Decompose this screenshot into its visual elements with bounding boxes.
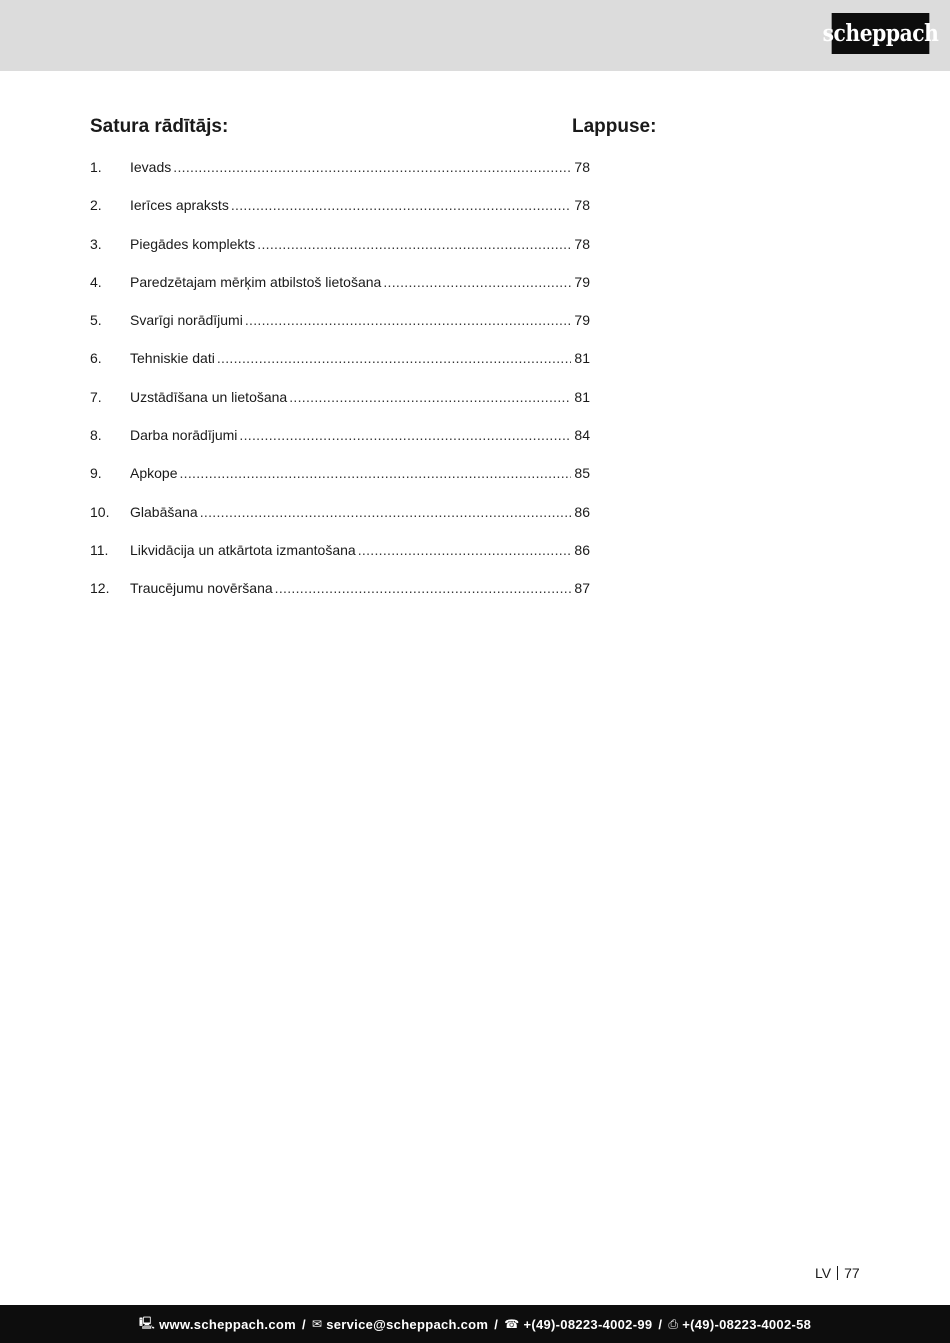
footer-website-link[interactable]: www.scheppach.com bbox=[159, 1316, 296, 1332]
page-number bbox=[815, 1264, 860, 1282]
toc-entry-title: Uzstādīšana un lietošana bbox=[130, 388, 288, 405]
toc-entry-page: 79 bbox=[574, 273, 590, 290]
footer-phone: +(49)-08223-4002-99 bbox=[523, 1316, 653, 1332]
toc-list bbox=[90, 157, 590, 617]
computer-icon: 🖳 bbox=[138, 1315, 156, 1330]
phone-icon: ☎ bbox=[504, 1317, 520, 1331]
dot-leader bbox=[217, 348, 572, 368]
dot-leader bbox=[179, 463, 571, 483]
toc-entry[interactable] bbox=[90, 540, 590, 578]
toc-entry-page: 84 bbox=[574, 427, 590, 444]
toc-entry-number: 9. bbox=[90, 465, 102, 482]
toc-entry-title: Tehniskie dati bbox=[130, 350, 215, 367]
toc-heading: Satura rādītājs: bbox=[90, 116, 229, 137]
language-code: LV bbox=[815, 1265, 832, 1281]
toc-entry[interactable] bbox=[90, 578, 590, 616]
toc-entry[interactable] bbox=[90, 195, 590, 233]
toc-entry-number: 10. bbox=[90, 503, 110, 520]
toc-entry[interactable] bbox=[90, 272, 590, 310]
dot-leader bbox=[231, 195, 572, 215]
toc-entry-page: 81 bbox=[574, 350, 590, 367]
toc-entry[interactable] bbox=[90, 425, 590, 463]
toc-entry-number: 2. bbox=[90, 197, 102, 214]
toc-entry-page: 78 bbox=[574, 159, 590, 175]
footer-email-link[interactable]: service@scheppach.com bbox=[326, 1316, 489, 1332]
toc-entry-page: 78 bbox=[574, 197, 590, 214]
toc-entry-page: 86 bbox=[574, 503, 590, 520]
page-number-divider bbox=[837, 1266, 838, 1280]
toc-entry-title: Piegādes komplekts bbox=[130, 235, 256, 252]
envelope-icon: ✉ bbox=[311, 1317, 323, 1331]
dot-leader bbox=[289, 387, 571, 407]
dot-leader bbox=[383, 272, 571, 292]
toc-entry-number: 7. bbox=[90, 388, 102, 405]
toc-entry-title: Svarīgi norādījumi bbox=[130, 312, 243, 329]
page-number-value: 77 bbox=[844, 1265, 860, 1281]
toc-entry-number: 5. bbox=[90, 312, 102, 329]
dot-leader bbox=[358, 540, 572, 560]
toc-entry-title: Ierīces apraksts bbox=[130, 197, 229, 214]
toc-entry-title: Ievads bbox=[130, 159, 172, 175]
toc-entry[interactable] bbox=[90, 234, 590, 272]
toc-entry-title: Glabāšana bbox=[130, 503, 198, 520]
toc-entry[interactable] bbox=[90, 157, 590, 195]
toc-entry-number: 4. bbox=[90, 273, 102, 290]
toc-entry-number: 3. bbox=[90, 235, 102, 252]
toc-entry-page: 85 bbox=[574, 465, 590, 482]
dot-leader bbox=[245, 310, 572, 330]
toc-entry-page: 87 bbox=[574, 580, 590, 597]
dot-leader bbox=[239, 425, 571, 445]
toc-entry-title: Likvidācija un atkārtota izmantošana bbox=[130, 541, 356, 558]
toc-entry-page: 81 bbox=[574, 388, 590, 405]
header-band bbox=[0, 0, 950, 71]
toc-entry-title: Paredzētajam mērķim atbilstoš lietošana bbox=[130, 273, 382, 290]
dot-leader bbox=[200, 502, 572, 522]
toc-entry[interactable] bbox=[90, 463, 590, 501]
toc-entry-page: 78 bbox=[574, 235, 590, 252]
fax-icon: ⎙ bbox=[668, 1316, 679, 1331]
toc-page-heading: Lappuse: bbox=[572, 116, 657, 137]
footer-separator: / bbox=[301, 1316, 306, 1332]
toc-entry-title: Traucējumu novēršana bbox=[130, 580, 273, 597]
toc-entry[interactable] bbox=[90, 310, 590, 348]
toc-entry[interactable] bbox=[90, 348, 590, 386]
toc-entry-page: 86 bbox=[574, 541, 590, 558]
footer-fax: +(49)-08223-4002-58 bbox=[682, 1316, 812, 1332]
dot-leader bbox=[173, 157, 571, 177]
toc-entry[interactable] bbox=[90, 502, 590, 540]
footer-contact-bar bbox=[0, 1305, 950, 1343]
toc-entry-number: 6. bbox=[90, 350, 102, 367]
dot-leader bbox=[257, 234, 571, 254]
toc-entry-number: 11. bbox=[90, 541, 109, 558]
footer-separator: / bbox=[494, 1316, 499, 1332]
dot-leader bbox=[275, 578, 572, 598]
toc-entry-title: Apkope bbox=[130, 465, 178, 482]
toc-entry-number: 12. bbox=[90, 580, 110, 597]
footer-separator: / bbox=[658, 1316, 663, 1332]
toc-entry-title: Darba norādījumi bbox=[130, 427, 238, 444]
toc-entry-page: 79 bbox=[574, 312, 590, 329]
toc-entry-number: 1. bbox=[90, 159, 102, 175]
toc-entry[interactable] bbox=[90, 387, 590, 425]
toc-entry-number: 8. bbox=[90, 427, 102, 444]
scheppach-logo: scheppach bbox=[832, 13, 930, 54]
